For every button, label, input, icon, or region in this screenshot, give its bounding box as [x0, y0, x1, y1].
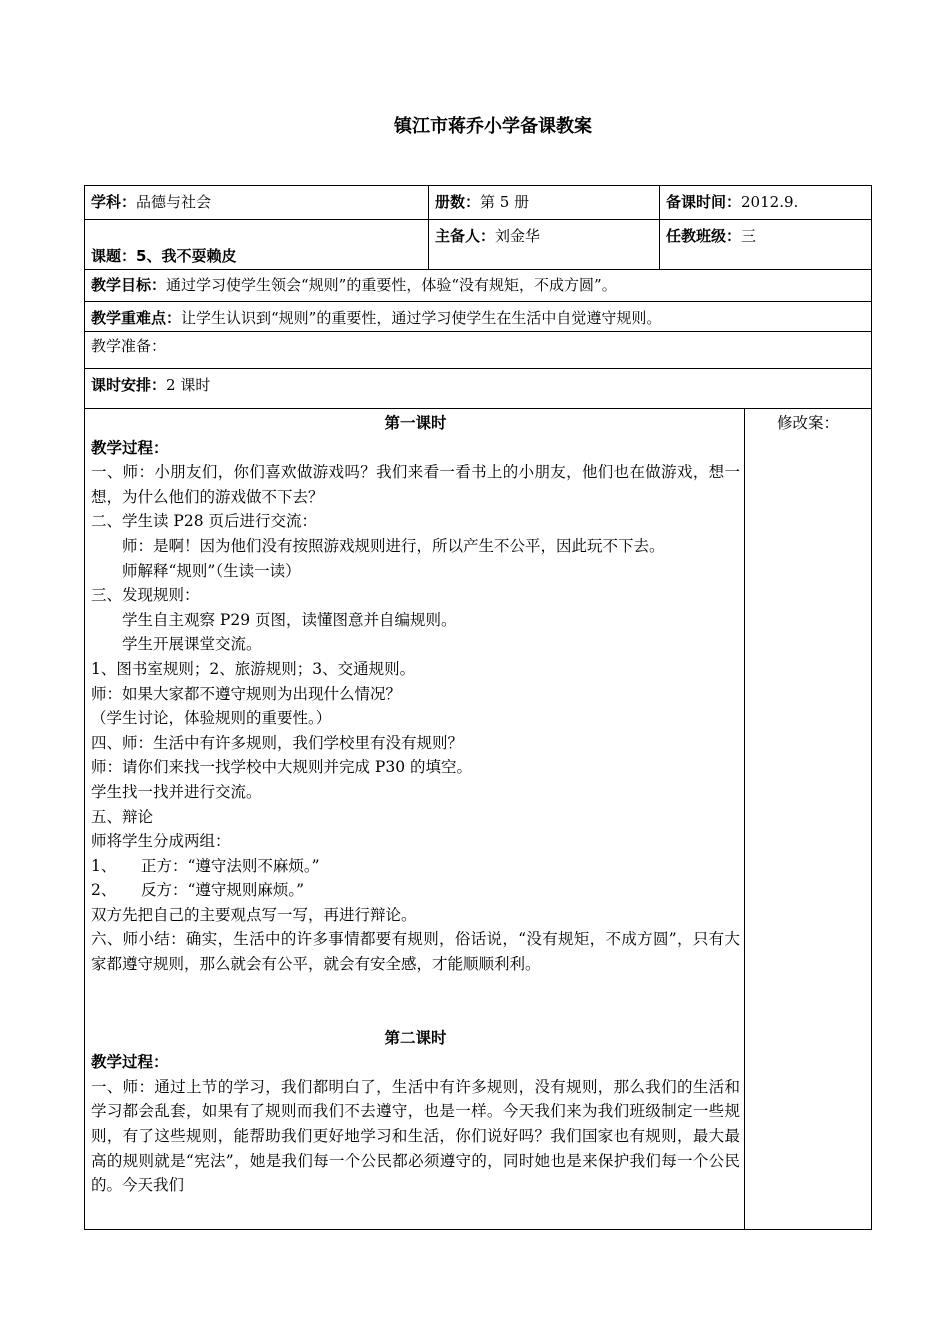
revision-label: 修改案： — [776, 414, 839, 432]
lesson1-line-13: 学生找一找并进行交流。 — [91, 782, 262, 801]
lesson1-line-3-text: 师：是啊！因为他们没有按照游戏规则进行，所以产生不公平，因此玩不下去。 — [122, 536, 665, 555]
lesson2-process-label: 教学过程： — [91, 1053, 169, 1072]
lesson1-process-label: 教学过程： — [91, 438, 169, 457]
preparer-value: 刘金华 — [495, 227, 541, 245]
lesson1-line-6: 学生自主观察 P29 页图，读懂图意并自编规则。 — [122, 610, 457, 629]
lesson1-line-10: （学生讨论，体验规则的重要性。） — [91, 709, 332, 728]
lesson1-line-17 — [91, 878, 740, 903]
subject-value: 品德与社会 — [136, 193, 212, 211]
lesson1-line-5: 三、发现规则： — [91, 586, 200, 605]
document-title: 镇江市蒋乔小学备课教案 — [394, 116, 592, 137]
schedule-cell — [85, 369, 871, 408]
prep-time-value: 2012.9. — [741, 193, 799, 211]
topic-label: 课题： — [91, 247, 137, 265]
header-row-1 — [85, 186, 871, 220]
topic-value: 5、我不耍赖皮 — [136, 247, 237, 265]
goals-text: 通过学习使学生领会“规则”的重要性，体验“没有规矩，不成方圆”。 — [166, 276, 617, 294]
subject-label: 学科： — [91, 193, 137, 211]
schedule-label: 课时安排： — [91, 376, 167, 394]
class-cell — [659, 220, 871, 269]
prep-time-label: 备课时间： — [666, 193, 742, 211]
schedule-row — [85, 369, 871, 409]
lesson1-line-12: 师：请你们来找一找学校中大规则并完成 P30 的填空。 — [91, 758, 473, 777]
lesson1-line-7: 学生开展课堂交流。 — [122, 635, 262, 654]
lesson1-line-11: 四、师：生活中有许多规则，我们学校里有没有规则？ — [91, 733, 464, 752]
class-label: 任教班级： — [666, 227, 742, 245]
lesson1-line-2: 二、学生读 P28 页后进行交流： — [91, 512, 318, 531]
lesson1-line-16 — [91, 854, 740, 879]
lesson1-line-14: 五、辩论 — [91, 807, 154, 826]
lesson1-line-18: 双方先把自己的主要观点写一写，再进行辩论。 — [91, 905, 417, 924]
key-points-label: 教学重难点： — [91, 309, 182, 327]
goals-cell — [85, 270, 871, 301]
key-points-text: 让学生认识到“规则”的重要性，通过学习使学生在生活中自觉遵守规则。 — [181, 309, 662, 327]
subject-cell — [85, 186, 428, 219]
schedule-text: 2 课时 — [166, 376, 211, 394]
preparation-label: 教学准备： — [91, 337, 167, 355]
lesson2-heading: 第二课时 — [384, 1028, 447, 1047]
header-row-2 — [85, 220, 871, 270]
lesson1-line-16-text: 正方：“遵守法则不麻烦。” — [141, 856, 320, 875]
lesson1-line-17-num: 2、 — [91, 881, 117, 900]
lesson1-line-19: 六、师小结：确实，生活中的许多事情都要有规则，俗话说，“没有规矩，不成方圆”，只有大家都遵守规则，那么就会有公平，就会有安全感，才能顺顺利利。 — [91, 930, 740, 974]
goals-label: 教学目标： — [91, 276, 167, 294]
lesson1-line-3 — [91, 534, 740, 559]
lesson-plan-table — [84, 185, 872, 1230]
prep-time-cell — [659, 186, 871, 219]
lesson2-line-1: 一、师：通过上节的学习，我们都明白了，生活中有许多规则，没有规则，那么我们的生活和学习都会乱套，如果有了规则而我们不去遵守，也是一样。今天我们来为我们班级制定一些规则，有了这些规则，能帮助我们更好地学习和生活，你们说好吗？我们国家也有规则，最大最高的规则就是“宪法”，她是我们每一个公民都必须遵守的，同时她也是来保护我们每一个公民的。今天我们 — [91, 1077, 740, 1195]
lesson1-line-16-num: 1、 — [91, 856, 117, 875]
lesson1-line-1: 一、师：小朋友们，你们喜欢做游戏吗？我们来看一看书上的小朋友，他们也在做游戏，想一想，为什么他们的游戏做不下去？ — [91, 463, 740, 506]
key-points-cell — [85, 302, 871, 331]
volume-value: 第 5 册 — [480, 193, 530, 211]
lesson1-line-15: 师将学生分成两组： — [91, 832, 231, 851]
key-points-row — [85, 302, 871, 332]
preparer-label: 主备人： — [435, 227, 496, 245]
teaching-process-row — [85, 409, 871, 1229]
lesson1-line-9: 师：如果大家都不遵守规则为出现什么情况？ — [91, 684, 402, 703]
preparation-cell — [85, 332, 871, 368]
lesson1-line-4: 师解释“规则”（生读一读） — [122, 561, 301, 580]
lesson1-line-17-text: 反方：“遵守规则麻烦。” — [141, 881, 305, 900]
class-value: 三 — [741, 227, 757, 245]
goals-row — [85, 270, 871, 302]
lesson1-line-8: 1、图书室规则；2、旅游规则；3、交通规则。 — [91, 659, 416, 678]
volume-cell — [428, 186, 659, 219]
volume-label: 册数： — [435, 193, 481, 211]
teaching-process-cell — [85, 409, 744, 1229]
preparer-cell — [428, 220, 659, 269]
revision-cell — [744, 409, 871, 1229]
topic-cell — [85, 220, 428, 269]
lesson-spacer — [91, 977, 740, 1026]
preparation-row — [85, 332, 871, 369]
lesson1-heading: 第一课时 — [384, 414, 447, 432]
